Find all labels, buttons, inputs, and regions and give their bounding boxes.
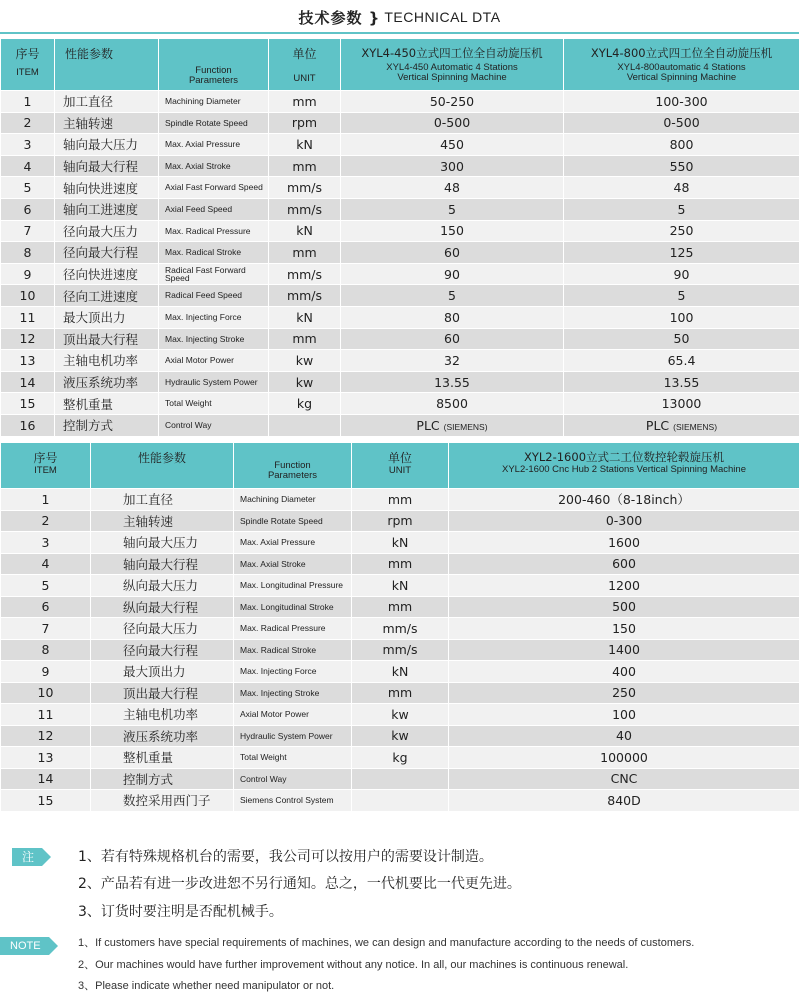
cell-param-zh: 整机重量: [55, 393, 159, 415]
cell-model: 40: [449, 725, 799, 747]
cell-param-zh: 顶出最大行程: [55, 328, 159, 350]
cell-model-2: 50: [564, 328, 799, 350]
cell-item: 2: [1, 510, 91, 532]
cell-param-en: Axial Feed Speed: [159, 198, 269, 220]
note-tag-en: NOTE: [0, 937, 49, 955]
cell-item: 6: [1, 198, 55, 220]
cell-param-en: Max. Injecting Stroke: [159, 328, 269, 350]
header2-item: 序号 ITEM: [1, 443, 91, 489]
cell-param-en: Max. Axial Stroke: [234, 553, 352, 575]
cell-unit: mm: [269, 155, 341, 177]
cell-unit: mm/s: [269, 177, 341, 199]
cell-item: 8: [1, 242, 55, 264]
cell-param-en: Max. Radical Stroke: [234, 639, 352, 661]
header-item: 序号 ITEM: [1, 39, 55, 91]
cell-param-en: Max. Axial Pressure: [234, 532, 352, 554]
cell-unit: kN: [352, 575, 449, 597]
table-row: [1, 489, 799, 511]
cell-item: 10: [1, 682, 91, 704]
cell-model-2: 13.55: [564, 371, 799, 393]
cell-item: 14: [1, 371, 55, 393]
header2-param-en: Function Parameters: [234, 443, 352, 489]
cell-param-zh: 径向最大行程: [91, 639, 234, 661]
header-model-1: XYL4-450立式四工位全自动旋压机 XYL4-450 Automatic 4 Stations Vertical Spinning Machine: [341, 39, 564, 91]
table-row: [1, 350, 799, 372]
cell-model: 200-460（8-18inch）: [449, 489, 799, 511]
cell-item: 7: [1, 220, 55, 242]
cell-unit: kw: [269, 350, 341, 372]
cell-model-1: PLC (SIEMENS): [341, 414, 564, 436]
cell-model-1: 0-500: [341, 112, 564, 134]
cell-model: 1400: [449, 639, 799, 661]
cell-unit: kN: [269, 220, 341, 242]
cell-model: 840D: [449, 790, 799, 812]
table-row: [1, 532, 799, 554]
cell-param-en: Max. Axial Pressure: [159, 134, 269, 156]
table-row: [1, 220, 799, 242]
cell-item: 9: [1, 263, 55, 285]
cell-model-1: 50-250: [341, 91, 564, 113]
cell-unit: kN: [269, 306, 341, 328]
cell-model: 500: [449, 596, 799, 618]
cell-model-2: 5: [564, 198, 799, 220]
cell-unit: mm/s: [352, 639, 449, 661]
cell-model: 100000: [449, 747, 799, 769]
cell-param-zh: 控制方式: [91, 768, 234, 790]
cell-model: 150: [449, 618, 799, 640]
cell-model-1: 13.55: [341, 371, 564, 393]
table-row: [1, 177, 799, 199]
cell-unit: kw: [352, 725, 449, 747]
cell-model-1: 5: [341, 198, 564, 220]
cell-item: 12: [1, 328, 55, 350]
cell-model-2: 100: [564, 306, 799, 328]
title-zh: 技术参数 }: [298, 8, 381, 27]
cell-model-2: 13000: [564, 393, 799, 415]
header-param-zh: 性能参数: [55, 39, 159, 91]
table-row: [1, 198, 799, 220]
table-row: [1, 790, 799, 812]
cell-param-en: Axial Motor Power: [234, 704, 352, 726]
cell-param-en: Max. Injecting Stroke: [234, 682, 352, 704]
table-row: [1, 242, 799, 264]
cell-param-en: Control Way: [159, 414, 269, 436]
header2-param-zh: 性能参数: [91, 443, 234, 489]
cell-param-en: Hydraulic System Power: [234, 725, 352, 747]
cell-model-2: 800: [564, 134, 799, 156]
cell-item: 2: [1, 112, 55, 134]
cell-unit: mm: [352, 596, 449, 618]
cell-param-zh: 主轴电机功率: [91, 704, 234, 726]
cell-unit: rpm: [352, 510, 449, 532]
table-row: [1, 134, 799, 156]
cell-unit: mm/s: [352, 618, 449, 640]
cell-param-en: Total Weight: [234, 747, 352, 769]
cell-param-en: Max. Radical Stroke: [159, 242, 269, 264]
table-row: [1, 596, 799, 618]
cell-model-1: 80: [341, 306, 564, 328]
cell-unit: mm: [352, 489, 449, 511]
cell-unit: [269, 414, 341, 436]
cell-item: 4: [1, 155, 55, 177]
cell-unit: kN: [269, 134, 341, 156]
table-row: [1, 768, 799, 790]
cell-model-2: PLC (SIEMENS): [564, 414, 799, 436]
cell-param-zh: 整机重量: [91, 747, 234, 769]
note-zh-3: 3、订货时要注明是否配机械手。: [78, 904, 283, 920]
cell-unit: kg: [352, 747, 449, 769]
cell-item: 15: [1, 393, 55, 415]
table-row: [1, 393, 799, 415]
table-row: [1, 682, 799, 704]
cell-param-en: Radical Fast Forward Speed: [159, 263, 269, 285]
cell-model-1: 5: [341, 285, 564, 307]
cell-param-en: Siemens Control System: [234, 790, 352, 812]
cell-param-en: Hydraulic System Power: [159, 371, 269, 393]
cell-model-1: 8500: [341, 393, 564, 415]
table-row: [1, 328, 799, 350]
cell-param-zh: 液压系统功率: [55, 371, 159, 393]
cell-param-en: Radical Feed Speed: [159, 285, 269, 307]
title-divider: [0, 32, 799, 34]
cell-unit: kN: [352, 661, 449, 683]
cell-item: 3: [1, 134, 55, 156]
table-row: [1, 639, 799, 661]
cell-param-en: Max. Injecting Force: [159, 306, 269, 328]
cell-param-zh: 主轴电机功率: [55, 350, 159, 372]
cell-item: 6: [1, 596, 91, 618]
cell-item: 16: [1, 414, 55, 436]
cell-param-en: Max. Radical Pressure: [234, 618, 352, 640]
cell-param-en: Max. Axial Stroke: [159, 155, 269, 177]
cell-model: CNC: [449, 768, 799, 790]
cell-model-1: 48: [341, 177, 564, 199]
cell-model: 0-300: [449, 510, 799, 532]
cell-item: 14: [1, 768, 91, 790]
cell-model-2: 0-500: [564, 112, 799, 134]
cell-item: 4: [1, 553, 91, 575]
spec-table-xyl4: [0, 38, 799, 437]
cell-param-zh: 径向最大行程: [55, 242, 159, 264]
cell-param-en: Max. Radical Pressure: [159, 220, 269, 242]
table-row: [1, 725, 799, 747]
cell-param-zh: 纵向最大行程: [91, 596, 234, 618]
cell-param-zh: 数控采用西门子: [91, 790, 234, 812]
cell-param-en: Max. Longitudinal Pressure: [234, 575, 352, 597]
cell-item: 1: [1, 91, 55, 113]
cell-model: 600: [449, 553, 799, 575]
cell-unit: mm: [269, 242, 341, 264]
table-row: [1, 112, 799, 134]
table-row: [1, 263, 799, 285]
cell-model: 1200: [449, 575, 799, 597]
cell-param-en: Axial Motor Power: [159, 350, 269, 372]
cell-item: 13: [1, 747, 91, 769]
table-row: [1, 371, 799, 393]
cell-item: 11: [1, 306, 55, 328]
cell-unit: [352, 790, 449, 812]
cell-item: 5: [1, 177, 55, 199]
table-row: [1, 155, 799, 177]
table-row: [1, 91, 799, 113]
table-row: [1, 510, 799, 532]
cell-item: 9: [1, 661, 91, 683]
header2-unit: 单位 UNIT: [352, 443, 449, 489]
cell-param-zh: 最大顶出力: [55, 306, 159, 328]
cell-model-1: 450: [341, 134, 564, 156]
cell-item: 1: [1, 489, 91, 511]
note-en-2: 2、Our machines would have further improvement without any notice. In all, our machines is continuous renewal.: [78, 959, 629, 971]
cell-model-1: 60: [341, 242, 564, 264]
cell-model: 250: [449, 682, 799, 704]
cell-param-en: Control Way: [234, 768, 352, 790]
cell-param-en: Spindle Rotate Speed: [234, 510, 352, 532]
cell-model-2: 250: [564, 220, 799, 242]
cell-param-zh: 轴向工进速度: [55, 198, 159, 220]
table-row: [1, 618, 799, 640]
cell-item: 13: [1, 350, 55, 372]
cell-param-en: Machining Diameter: [159, 91, 269, 113]
cell-param-zh: 轴向最大行程: [91, 553, 234, 575]
cell-model-2: 65.4: [564, 350, 799, 372]
header-param-en: Function Parameters: [159, 39, 269, 91]
cell-unit: mm/s: [269, 198, 341, 220]
cell-model-2: 100-300: [564, 91, 799, 113]
cell-param-zh: 纵向最大压力: [91, 575, 234, 597]
table-row: [1, 306, 799, 328]
cell-model-2: 48: [564, 177, 799, 199]
cell-item: 12: [1, 725, 91, 747]
cell-unit: mm/s: [269, 263, 341, 285]
cell-model-2: 550: [564, 155, 799, 177]
note-tag-zh: 注: [12, 848, 42, 866]
cell-model-2: 90: [564, 263, 799, 285]
cell-param-en: Total Weight: [159, 393, 269, 415]
cell-unit: kg: [269, 393, 341, 415]
cell-item: 3: [1, 532, 91, 554]
cell-param-zh: 主轴转速: [91, 510, 234, 532]
cell-param-zh: 轴向最大压力: [91, 532, 234, 554]
cell-param-zh: 径向最大压力: [55, 220, 159, 242]
cell-param-zh: 轴向最大压力: [55, 134, 159, 156]
cell-item: 7: [1, 618, 91, 640]
cell-unit: [352, 768, 449, 790]
cell-param-zh: 加工直径: [91, 489, 234, 511]
cell-param-zh: 主轴转速: [55, 112, 159, 134]
table-row: [1, 285, 799, 307]
cell-item: 15: [1, 790, 91, 812]
spec-table-xyl2: [0, 442, 799, 812]
cell-param-en: Spindle Rotate Speed: [159, 112, 269, 134]
cell-unit: mm: [352, 682, 449, 704]
cell-model: 1600: [449, 532, 799, 554]
cell-model-2: 125: [564, 242, 799, 264]
cell-model-1: 300: [341, 155, 564, 177]
cell-param-zh: 加工直径: [55, 91, 159, 113]
note-en-3: 3、Please indicate whether need manipulator or not.: [78, 980, 335, 992]
cell-param-zh: 径向快进速度: [55, 263, 159, 285]
cell-unit: mm/s: [269, 285, 341, 307]
page-title: [0, 0, 799, 34]
cell-unit: kN: [352, 532, 449, 554]
cell-unit: kw: [269, 371, 341, 393]
table-row: [1, 747, 799, 769]
cell-model: 100: [449, 704, 799, 726]
table-row: [1, 704, 799, 726]
note-zh-1: 1、若有特殊规格机台的需要，我公司可以按用户的需要设计制造。: [78, 849, 493, 865]
cell-param-en: Max. Longitudinal Stroke: [234, 596, 352, 618]
table-row: [1, 661, 799, 683]
header2-model: XYL2-1600立式二工位数控轮毂旋压机 XYL2-1600 Cnc Hub 2 Stations Vertical Spinning Machine: [449, 443, 799, 489]
cell-param-en: Machining Diameter: [234, 489, 352, 511]
cell-model-1: 90: [341, 263, 564, 285]
cell-param-zh: 最大顶出力: [91, 661, 234, 683]
cell-item: 11: [1, 704, 91, 726]
table-row: [1, 575, 799, 597]
cell-model-1: 60: [341, 328, 564, 350]
cell-param-zh: 控制方式: [55, 414, 159, 436]
cell-item: 8: [1, 639, 91, 661]
cell-param-zh: 轴向最大行程: [55, 155, 159, 177]
cell-param-zh: 径向工进速度: [55, 285, 159, 307]
cell-item: 10: [1, 285, 55, 307]
header-model-2: XYL4-800立式四工位全自动旋压机 XYL4-800automatic 4 Stations Vertical Spinning Machine: [564, 39, 799, 91]
title-en: TECHNICAL DTA: [384, 9, 501, 25]
cell-unit: mm: [269, 91, 341, 113]
cell-unit: mm: [352, 553, 449, 575]
table-row: [1, 553, 799, 575]
cell-param-zh: 径向最大压力: [91, 618, 234, 640]
cell-param-zh: 液压系统功率: [91, 725, 234, 747]
cell-unit: mm: [269, 328, 341, 350]
cell-model-2: 5: [564, 285, 799, 307]
cell-param-zh: 顶出最大行程: [91, 682, 234, 704]
cell-param-en: Axial Fast Forward Speed: [159, 177, 269, 199]
cell-unit: kw: [352, 704, 449, 726]
cell-param-en: Max. Injecting Force: [234, 661, 352, 683]
cell-unit: rpm: [269, 112, 341, 134]
cell-model-1: 150: [341, 220, 564, 242]
header-unit: 单位 UNIT: [269, 39, 341, 91]
cell-item: 5: [1, 575, 91, 597]
table-row: [1, 414, 799, 436]
cell-model: 400: [449, 661, 799, 683]
cell-param-zh: 轴向快进速度: [55, 177, 159, 199]
cell-model-1: 32: [341, 350, 564, 372]
note-en-1: 1、If customers have special requirements of machines, we can design and manufacture according to the needs of customers.: [78, 937, 695, 949]
note-zh-2: 2、产品若有进一步改进恕不另行通知。总之，一代机要比一代更先进。: [78, 876, 521, 892]
